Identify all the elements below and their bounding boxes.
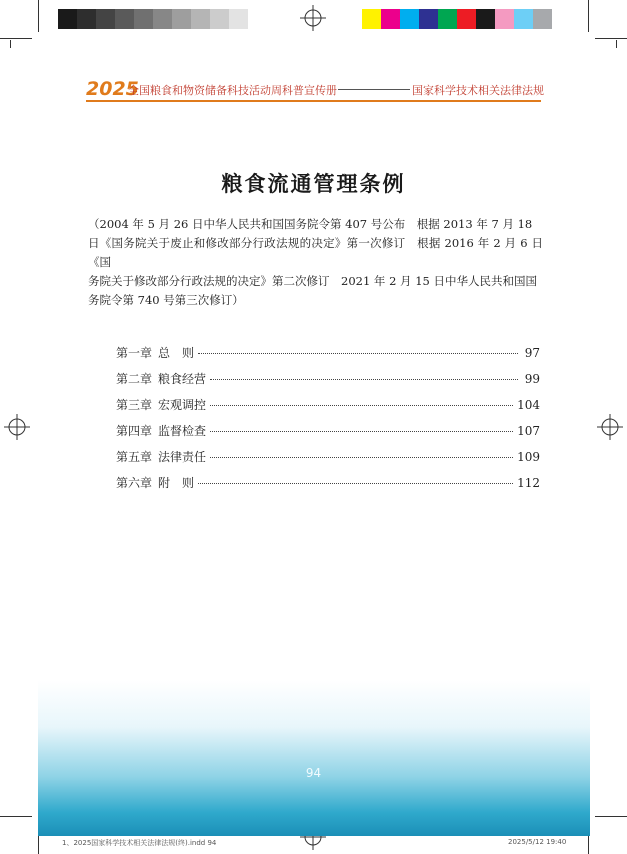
crop-mark-tr2-h xyxy=(616,40,617,48)
toc-chapter: 第四章 xyxy=(116,424,153,438)
note-line: 务院关于修改部分行政法规的决定》第二次修订 2021 年 2 月 15 日中华人民共和国国 xyxy=(88,274,537,288)
color-swatch xyxy=(362,9,381,29)
color-swatch xyxy=(419,9,438,29)
header-left-text: 全国粮食和物资储备科技活动周科普宣传册 xyxy=(128,84,337,97)
toc-entry[interactable] xyxy=(116,474,540,500)
toc-title: 粮食经营 xyxy=(158,372,207,386)
toc-title: 总 则 xyxy=(158,346,195,360)
toc-leader xyxy=(198,353,518,354)
toc-page: 104 xyxy=(517,398,540,412)
toc-entry[interactable] xyxy=(116,344,540,370)
toc-leader xyxy=(198,483,513,484)
toc-chapter: 第二章 xyxy=(116,372,153,386)
note-line: 日《国务院关于废止和修改部分行政法规的决定》第一次修订 根据 2016 年 2 月 6 日《国 xyxy=(88,236,543,269)
registration-mark-left-icon xyxy=(4,414,30,440)
process-color-bar xyxy=(362,9,552,29)
color-swatch xyxy=(400,9,419,29)
crop-mark-bl-h xyxy=(0,816,32,817)
print-slug-filename: 1、2025国家科学技术相关法律法规(终).indd 94 xyxy=(62,839,217,847)
color-swatch xyxy=(476,9,495,29)
color-swatch xyxy=(438,9,457,29)
toc-page: 109 xyxy=(517,450,540,464)
header-right-text: 国家科学技术相关法律法规 xyxy=(412,84,544,97)
color-swatch xyxy=(533,9,552,29)
color-swatch xyxy=(495,9,514,29)
toc-title: 监督检查 xyxy=(158,424,207,438)
table-of-contents xyxy=(116,344,540,500)
gray-swatch xyxy=(134,9,153,29)
toc-chapter: 第六章 xyxy=(116,476,153,490)
gray-swatch xyxy=(115,9,134,29)
toc-page: 112 xyxy=(517,476,540,490)
toc-leader xyxy=(210,431,513,432)
gray-swatch xyxy=(210,9,229,29)
color-swatch xyxy=(457,9,476,29)
toc-title: 附 则 xyxy=(158,476,195,490)
gray-swatch xyxy=(58,9,77,29)
toc-leader xyxy=(210,379,518,380)
gray-swatch xyxy=(229,9,248,29)
grayscale-color-bar xyxy=(58,9,248,29)
toc-title: 法律责任 xyxy=(158,450,207,464)
gray-swatch xyxy=(77,9,96,29)
toc-page: 99 xyxy=(524,372,540,386)
toc-entry[interactable] xyxy=(116,370,540,396)
toc-chapter: 第一章 xyxy=(116,346,153,360)
crop-mark-tr-h xyxy=(595,38,627,39)
toc-leader xyxy=(210,405,513,406)
crop-mark-tl-h xyxy=(0,38,32,39)
toc-chapter: 第五章 xyxy=(116,450,153,464)
toc-leader xyxy=(210,457,513,458)
crop-mark-tl2-h xyxy=(10,40,11,48)
toc-entry[interactable] xyxy=(116,448,540,474)
gray-swatch xyxy=(172,9,191,29)
gray-swatch xyxy=(153,9,172,29)
color-swatch xyxy=(514,9,533,29)
note-line: 务院令第 740 号第三次修订） xyxy=(88,293,244,307)
toc-chapter: 第三章 xyxy=(116,398,153,412)
toc-page: 107 xyxy=(517,424,540,438)
toc-page: 97 xyxy=(524,346,540,360)
document-title: 粮食流通管理条例 xyxy=(221,172,406,196)
toc-entry[interactable] xyxy=(116,422,540,448)
crop-mark-tl-v xyxy=(38,0,39,32)
promulgation-note xyxy=(88,215,543,310)
footer-gradient-band xyxy=(38,680,590,836)
color-swatch xyxy=(381,9,400,29)
note-line: （2004 年 5 月 26 日中华人民共和国国务院令第 407 号公布 根据 2013 年 7 月 18 xyxy=(88,217,533,231)
crop-mark-tr-v xyxy=(588,0,589,32)
print-slug-timestamp: 2025/5/12 19:40 xyxy=(508,838,567,846)
gray-swatch xyxy=(96,9,115,29)
registration-mark-right-icon xyxy=(597,414,623,440)
registration-mark-top-icon xyxy=(300,5,326,31)
toc-title: 宏观调控 xyxy=(158,398,207,412)
gray-swatch xyxy=(191,9,210,29)
header-underline xyxy=(86,100,541,102)
crop-mark-br-h xyxy=(595,816,627,817)
header-rule xyxy=(338,89,410,90)
page-number: 94 xyxy=(305,766,322,780)
toc-entry[interactable] xyxy=(116,396,540,422)
header-year: 2025 xyxy=(86,78,139,100)
